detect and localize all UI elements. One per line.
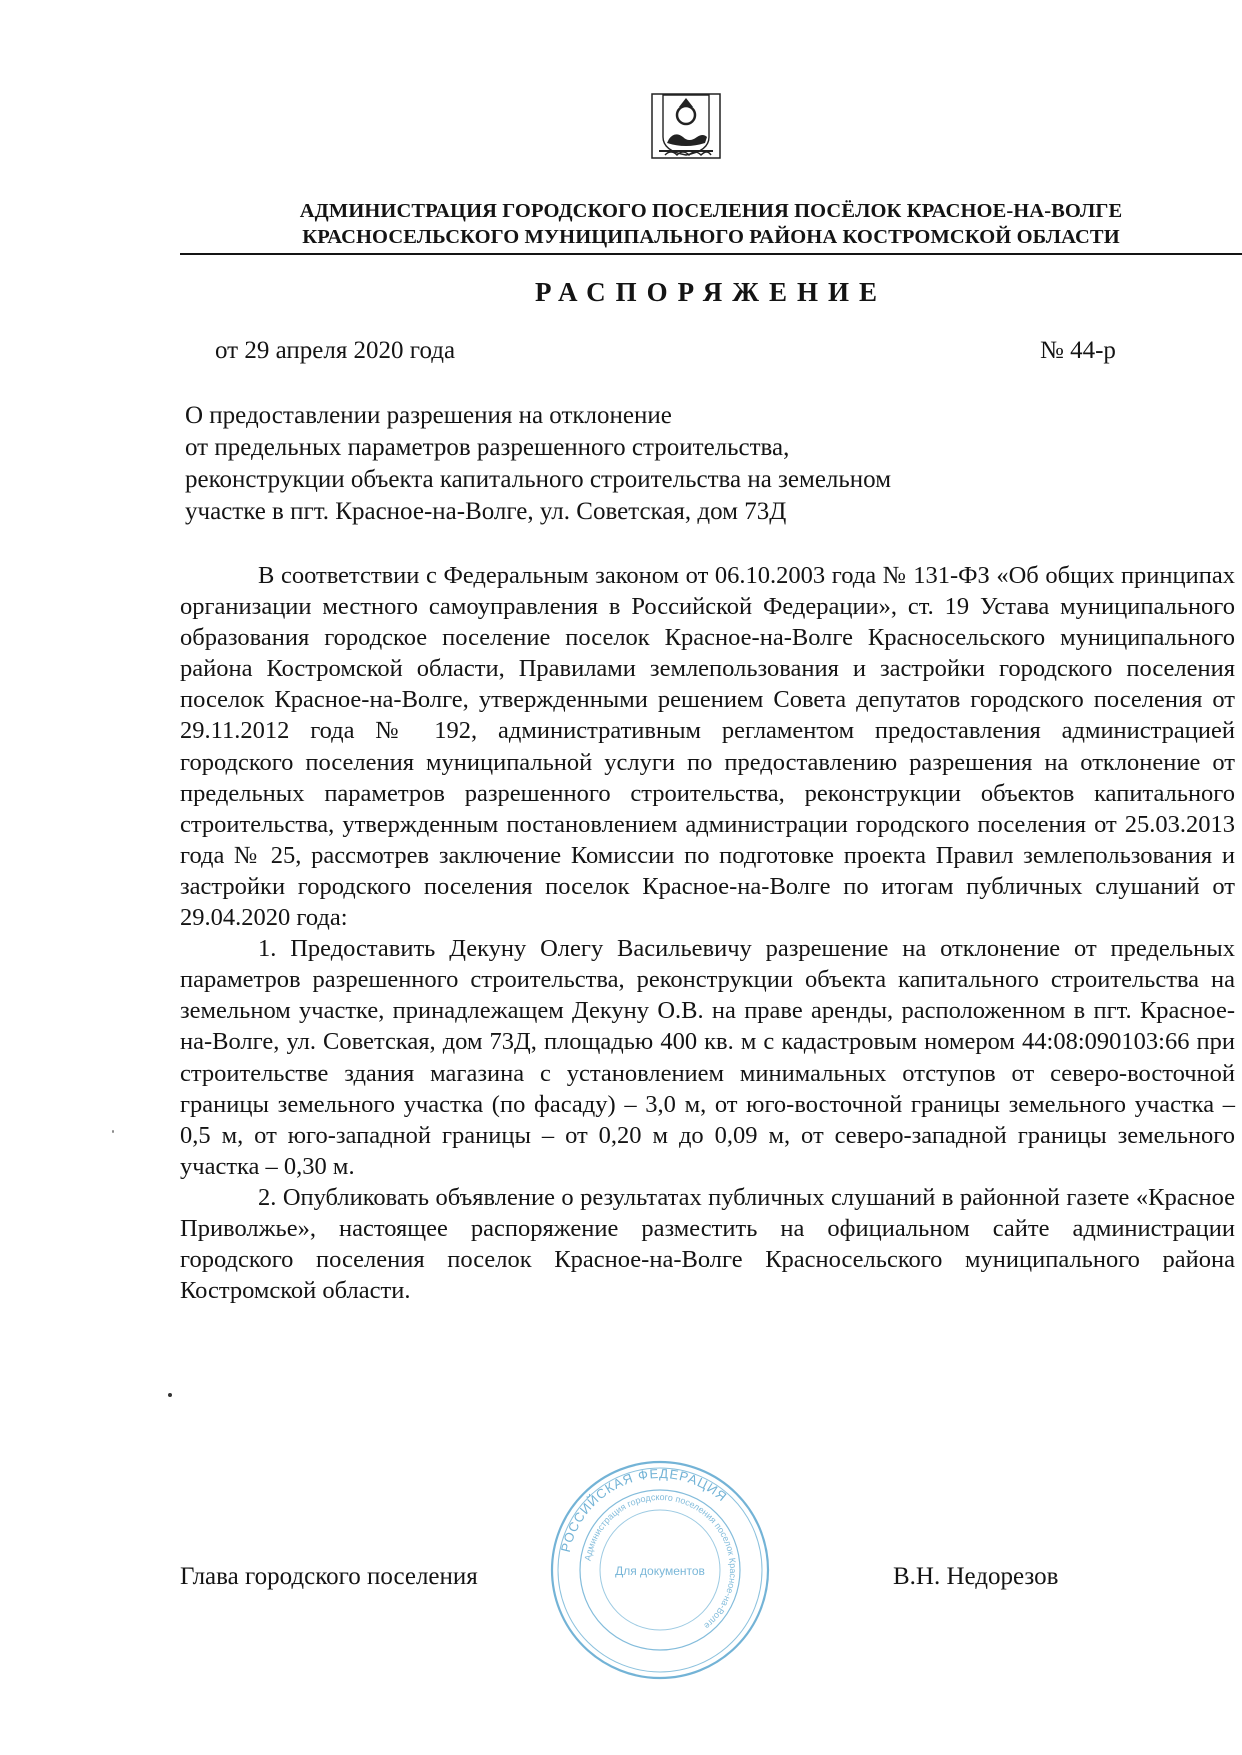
signatory-position: Глава городского поселения bbox=[180, 1563, 478, 1590]
document-subject bbox=[185, 400, 1085, 528]
order-item-1: 1. Предоставить Декуну Олегу Васильевичу разрешение на отклонение от предельных параметров разрешенного строительства, реконструкции объекта капитального строительства на земельном участке, принадлежащем Декуну О.В. на праве аренды, расположенном в пгт. Красное-на-Волге, ул. Советская, дом 73Д, площадью 400 кв. м с кадастровым номером 44:08:090103:66 при строительстве здания магазина с установлением минимальных отступов от северо-восточной границы земельного участка (по фасаду) – 3,0 м, от юго-восточной границы земельного участка – 0,5 м, от юго-западной границы – от 0,20 м до 0,09 м, от северо-западной границы земельного участка – 0,30 м. bbox=[180, 935, 1235, 1180]
subject-line: от предельных параметров разрешенного строительства, bbox=[185, 434, 790, 461]
header-divider bbox=[180, 253, 1242, 255]
municipal-coat-of-arms-icon bbox=[651, 93, 721, 159]
document-title: РАСПОРЯЖЕНИЕ bbox=[534, 277, 888, 307]
document-number: № 44-р bbox=[1040, 337, 1116, 364]
organization-name-line-1: АДМИНИСТРАЦИЯ ГОРОДСКОГО ПОСЕЛЕНИЯ ПОСЁЛОК КРАСНОЕ-НА-ВОЛГЕ bbox=[299, 200, 1123, 222]
subject-line: реконструкции объекта капитального строительства на земельном bbox=[185, 466, 892, 493]
scan-speck bbox=[168, 1393, 172, 1397]
stamp-outer-text: РОССИЙСКАЯ ФЕДЕРАЦИЯ bbox=[557, 1465, 731, 1554]
document-body bbox=[180, 560, 1235, 1440]
document-date: от 29 апреля 2020 года bbox=[215, 337, 456, 364]
order-item-2: 2. Опубликовать объявление о результатах публичных слушаний в районной газете «Красное Приволжье», настоящее распоряжение разместить на официальном сайте администрации городского поселения поселок Красное-на-Волге Красносельского муниципального района Костромской области. bbox=[180, 1183, 1235, 1305]
subject-line: О предоставлении разрешения на отклонение bbox=[185, 402, 672, 429]
signatory-name: В.Н. Недорезов bbox=[893, 1563, 1059, 1590]
stamp-center-text: Для документов bbox=[615, 1564, 705, 1578]
preamble-paragraph: В соответствии с Федеральным законом от 06.10.2003 года № 131-ФЗ «Об общих принципах организации местного самоуправления в Российской Федерации», ст. 19 Устава муниципального образования городское поселение поселок Красное-на-Волге Красносельского муниципального района Костромской области, Правилами землепользования и застройки городского поселения поселок Красное-на-Волге, утвержденными решением Совета депутатов городского поселения от 29.11.2012 года № 192, административным регламентом предоставления администрацией городского поселения муниципальной услуги по предоставлению разрешения на отклонение от предельных параметров разрешенного строительства, реконструкции объектов капитального строительства, утвержденным постановлением администрации городского поселения от 25.03.2013 года № 25, рассмотрев заключение Комиссии по подготовке проекта Правил землепользования и застройки городского поселения поселок Красное-на-Волге по итогам публичных слушаний от 29.04.2020 года: bbox=[180, 562, 1235, 932]
organization-name-line-2: КРАСНОСЕЛЬСКОГО МУНИЦИПАЛЬНОГО РАЙОНА КОСТРОМСКОЙ ОБЛАСТИ bbox=[302, 226, 1120, 248]
subject-line: участке в пгт. Красное-на-Волге, ул. Советская, дом 73Д bbox=[185, 498, 787, 525]
official-stamp bbox=[545, 1455, 775, 1685]
stamp-inner-text: Администрация городского поселения поселок Красное-на-Волге bbox=[582, 1491, 739, 1632]
scan-speck bbox=[112, 1130, 114, 1133]
